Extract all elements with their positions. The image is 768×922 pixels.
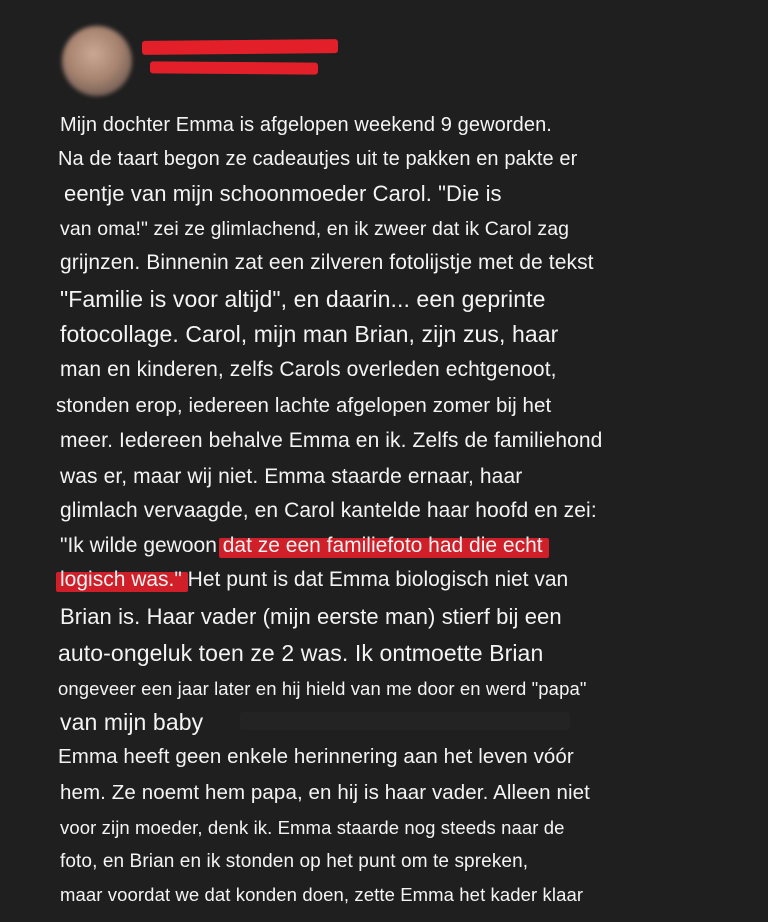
highlighted-text: dat ze een familiefoto had die echt [222, 534, 543, 557]
post-text-segment: Het punt is dat Emma biologisch niet van [181, 568, 569, 591]
post-text-line: Mijn dochter Emma is afgelopen weekend 9 geworden. [60, 114, 552, 136]
red-highlight [223, 534, 543, 558]
post-text-line: meer. Iedereen behalve Emma en ik. Zelfs de familiehond [60, 429, 603, 452]
post-text-line: was er, maar wij niet. Emma staarde ernaar, haar [60, 465, 523, 488]
post-text-line: "Familie is voor altijd", en daarin... een geprinte [60, 286, 546, 312]
cut-off-line [60, 908, 700, 922]
post-text-line: fotocollage. Carol, mijn man Brian, zijn zus, haar [60, 321, 559, 347]
highlighted-text: logisch was." [60, 568, 182, 591]
redacted-handle [150, 61, 318, 74]
post-text-line: foto, en Brian en ik stonden op het punt om te spreken, [60, 851, 529, 872]
post-text-line: Na de taart begon ze cadeautjes uit te pakken en pakte er [58, 148, 578, 170]
post-text-line: glimlach vervaagde, en Carol kantelde haar hoofd en zei: [60, 499, 597, 522]
post-text-line: Emma heeft geen enkele herinnering aan het leven vóór [58, 745, 574, 768]
post-text-line: Brian is. Haar vader (mijn eerste man) stierf bij een [60, 604, 562, 629]
highlighted-line [60, 534, 543, 558]
post-text-segment: "Ik wilde gewoon [60, 534, 223, 557]
post-text-line: eentje van mijn schoonmoeder Carol. "Die is [64, 181, 502, 206]
post-text-line: grijnzen. Binnenin zat een zilveren fotolijstje met de tekst [60, 251, 594, 274]
faded-overlay [240, 712, 570, 730]
post-text-line: van mijn baby [60, 709, 204, 735]
post-text-line: auto-ongeluk toen ze 2 was. Ik ontmoette Brian [58, 640, 544, 666]
avatar[interactable] [62, 26, 132, 96]
post-text-line: hem. Ze noemt hem papa, en hij is haar vader. Alleen niet [60, 781, 590, 804]
post-text-line: ongeveer een jaar later en hij hield van me door en werd "papa" [58, 678, 587, 699]
highlighted-line [60, 568, 568, 592]
red-highlight [60, 568, 182, 592]
post-text-line: van oma!" zei ze glimlachend, en ik zweer dat ik Carol zag [60, 218, 570, 240]
post-text-line: man en kinderen, zelfs Carols overleden echtgenoot, [60, 358, 557, 381]
post-text-line: maar voordat we dat konden doen, zette Emma het kader klaar [60, 884, 584, 905]
redacted-username [142, 39, 338, 55]
post-text-line: voor zijn moeder, denk ik. Emma staarde nog steeds naar de [60, 817, 565, 838]
post-text-line: stonden erop, iedereen lachte afgelopen zomer bij het [56, 394, 552, 417]
